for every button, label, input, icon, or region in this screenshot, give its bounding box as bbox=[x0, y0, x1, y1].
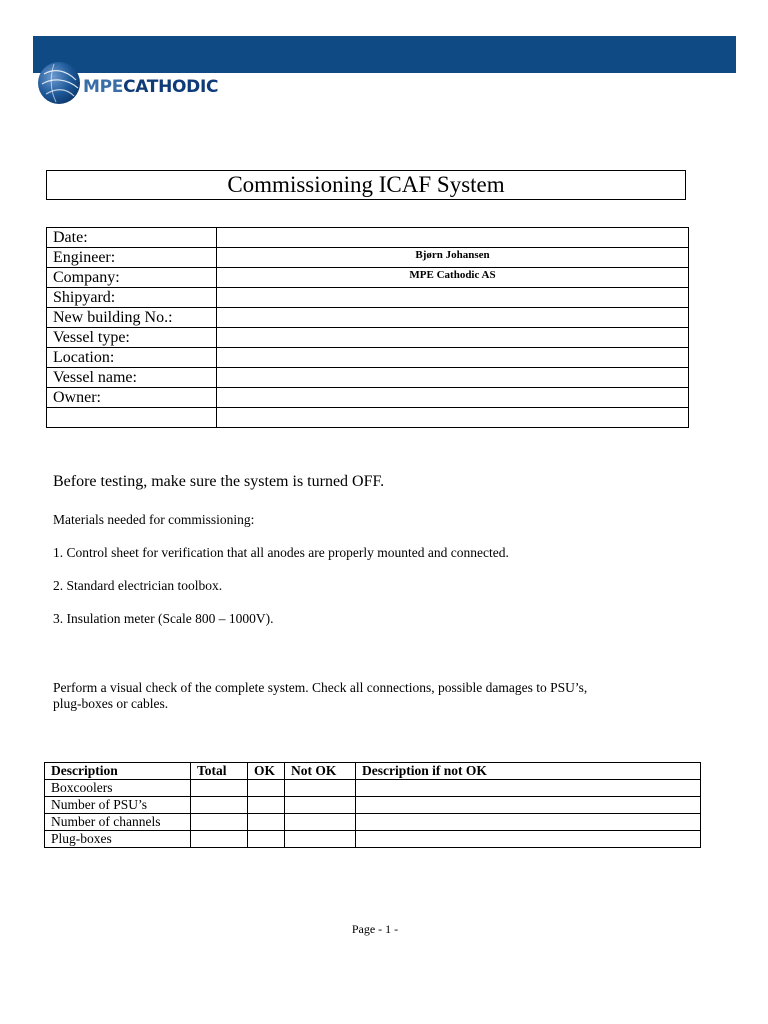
info-label: Location: bbox=[47, 348, 217, 368]
cell-total[interactable] bbox=[191, 814, 248, 831]
table-row bbox=[45, 780, 701, 797]
row-description: Boxcoolers bbox=[45, 780, 191, 797]
visual-check-line-1: Perform a visual check of the complete system. Check all connections, possible damages to PSU’s, bbox=[53, 680, 588, 695]
row-description: Plug-boxes bbox=[45, 831, 191, 848]
info-label: Shipyard: bbox=[47, 288, 217, 308]
info-label: Company: bbox=[47, 268, 217, 288]
info-label: Date: bbox=[47, 228, 217, 248]
info-row-shipyard bbox=[47, 288, 689, 308]
logo-text-mpe: MPE bbox=[83, 77, 124, 97]
row-description: Number of PSU’s bbox=[45, 797, 191, 814]
globe-icon bbox=[36, 60, 82, 106]
cell-total[interactable] bbox=[191, 831, 248, 848]
info-value[interactable] bbox=[217, 308, 689, 328]
info-value[interactable] bbox=[217, 328, 689, 348]
cell-not-ok[interactable] bbox=[285, 797, 356, 814]
warning-text: Before testing, make sure the system is turned OFF. bbox=[53, 473, 385, 490]
info-label: Vessel name: bbox=[47, 368, 217, 388]
cell-description-if-not-ok[interactable] bbox=[356, 831, 701, 848]
info-label: Vessel type: bbox=[47, 328, 217, 348]
column-header: Description bbox=[45, 763, 191, 780]
checklist-table bbox=[44, 762, 701, 848]
cell-ok[interactable] bbox=[248, 831, 285, 848]
page-number: Page - 1 - bbox=[351, 922, 399, 936]
info-value[interactable]: MPE Cathodic AS bbox=[217, 268, 689, 288]
logo-text-cathodic: CATHODIC bbox=[123, 77, 219, 97]
table-row bbox=[45, 814, 701, 831]
info-row-owner bbox=[47, 388, 689, 408]
cell-total[interactable] bbox=[191, 797, 248, 814]
info-row-new-building bbox=[47, 308, 689, 328]
column-header: Total bbox=[191, 763, 248, 780]
checklist-header-row bbox=[45, 763, 701, 780]
cell-description-if-not-ok[interactable] bbox=[356, 797, 701, 814]
row-description: Number of channels bbox=[45, 814, 191, 831]
info-label: New building No.: bbox=[47, 308, 217, 328]
company-logo bbox=[36, 60, 236, 110]
column-header: Not OK bbox=[285, 763, 356, 780]
materials-item-1: 1. Control sheet for verification that all anodes are properly mounted and connected. bbox=[53, 545, 509, 560]
info-row-vessel-type bbox=[47, 328, 689, 348]
column-header: OK bbox=[248, 763, 285, 780]
cell-ok[interactable] bbox=[248, 814, 285, 831]
info-row-date bbox=[47, 228, 689, 248]
info-label bbox=[47, 408, 217, 428]
info-value[interactable] bbox=[217, 228, 689, 248]
cell-description-if-not-ok[interactable] bbox=[356, 780, 701, 797]
cell-ok[interactable] bbox=[248, 797, 285, 814]
column-header: Description if not OK bbox=[356, 763, 701, 780]
table-row bbox=[45, 831, 701, 848]
info-value[interactable] bbox=[217, 408, 689, 428]
info-row-company bbox=[47, 268, 689, 288]
info-row-blank bbox=[47, 408, 689, 428]
info-value[interactable] bbox=[217, 348, 689, 368]
info-label: Owner: bbox=[47, 388, 217, 408]
info-label: Engineer: bbox=[47, 248, 217, 268]
info-row-engineer bbox=[47, 248, 689, 268]
document-title: Commissioning ICAF System bbox=[46, 170, 686, 200]
table-row bbox=[45, 797, 701, 814]
cell-not-ok[interactable] bbox=[285, 814, 356, 831]
logo-wordmark bbox=[83, 77, 218, 97]
info-row-vessel-name bbox=[47, 368, 689, 388]
info-value[interactable]: Bjørn Johansen bbox=[217, 248, 689, 268]
cell-not-ok[interactable] bbox=[285, 831, 356, 848]
materials-item-2: 2. Standard electrician toolbox. bbox=[53, 578, 223, 593]
visual-check-line-2: plug-boxes or cables. bbox=[53, 696, 169, 711]
info-value[interactable] bbox=[217, 368, 689, 388]
cell-total[interactable] bbox=[191, 780, 248, 797]
info-value[interactable] bbox=[217, 288, 689, 308]
info-table bbox=[46, 227, 689, 428]
info-row-location bbox=[47, 348, 689, 368]
cell-not-ok[interactable] bbox=[285, 780, 356, 797]
cell-ok[interactable] bbox=[248, 780, 285, 797]
cell-description-if-not-ok[interactable] bbox=[356, 814, 701, 831]
materials-item-3: 3. Insulation meter (Scale 800 – 1000V). bbox=[53, 611, 274, 626]
info-value[interactable] bbox=[217, 388, 689, 408]
materials-heading: Materials needed for commissioning: bbox=[53, 512, 255, 527]
